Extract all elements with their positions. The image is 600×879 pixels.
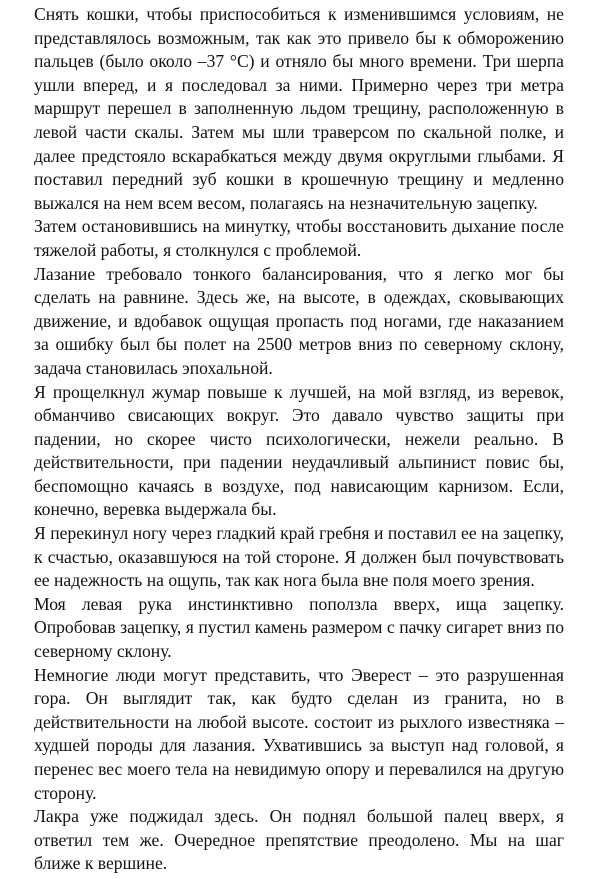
paragraph: Я прощелкнул жумар повыше к лучшей, на мой взгляд, из веревок, обманчиво свисающих вокруг. Это давало чувство защиты при падении, но скорее чисто психологически, нежели реально. В действительности, при падении неудачливый альпинист повис бы, беспомощно качаясь в воздухе, под нависающим карнизом. Если, конечно, веревка выдержала бы. — [34, 381, 564, 520]
paragraph: Лазание требовало тонкого балансирования, что я легко мог бы сделать на равнине. Здесь же, на высоте, в одеждах, сковывающих движение, и вдобавок ощущая пропасть под ногами, где наказанием за ошибку был бы полет на 2500 метров вниз по северному склону, задача становилась эпохальной. — [34, 263, 564, 378]
paragraph: Немногие люди могут представить, что Эверест – это разрушенная гора. Он выглядит так, как будто сделан из гранита, но в действительности на любой высоте. состоит из рыхлого известняка – худшей породы для лазания. Ухватившись за выступ над головой, я перенес вес моего тела на невидимую опору и перевалился на другую сторону. — [34, 664, 564, 803]
paragraph: Лакра уже поджидал здесь. Он поднял большой палец вверх, я ответил тем же. Очередное препятствие преодолено. Мы на шаг ближе к вершине. — [34, 806, 564, 874]
paragraph: Я перекинул ногу через гладкий край гребня и поставил ее на зацепку, к счастью, оказавшуюся на той стороне. Я должен был почувствовать ее надежность на ощупь, так как нога была вне поля моего зрения. — [34, 523, 564, 591]
paragraph: Снять кошки, чтобы приспособиться к изменившимся условиям, не представлялось возможным, так как это привело бы к обморожению пальцев (было около –37 °С) и отняло бы много времени. Три шерпа ушли вперед, и я последовал за ними. Примерно через три метра маршрут перешел в заполненную льдом трещину, расположенную в левой части скалы. Затем мы шли траверсом по скальной полке, и далее предстояло вскарабкаться между двумя округлыми глыбами. Я поставил передний зуб кошки в крошечную трещину и медленно выжался на нем всем весом, полагаясь на незначительную зацепку. — [34, 4, 564, 213]
paragraph: Моя левая рука инстинктивно поползла вверх, ища зацепку. Опробовав зацепку, я пустил камень размером с пачку сигарет вниз по северному склону. — [34, 593, 564, 662]
book-page-text — [34, 3, 564, 876]
paragraph: Затем остановившись на минутку, чтобы восстановить дыхание после тяжелой работы, я столкнулся с проблемой. — [34, 216, 564, 260]
